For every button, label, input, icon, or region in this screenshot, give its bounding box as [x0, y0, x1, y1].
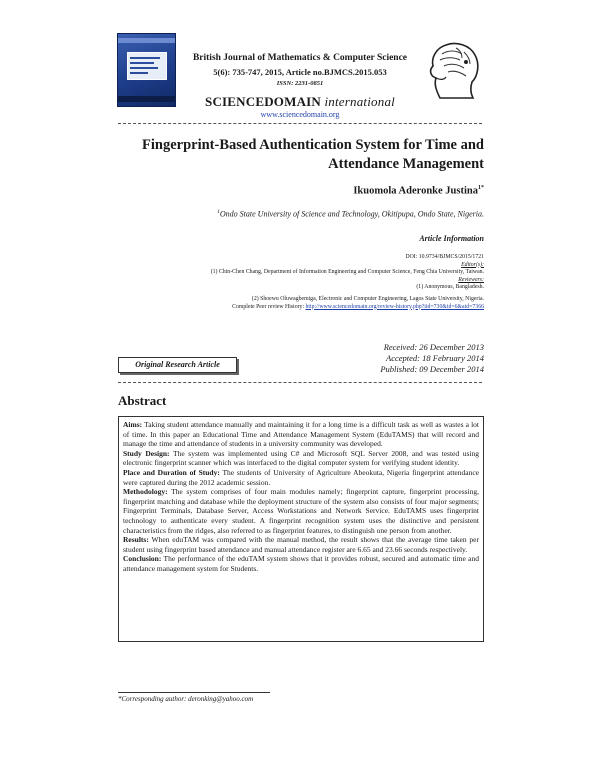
footnote-divider	[118, 692, 270, 693]
reviewers-label: Reviewers:	[458, 276, 484, 283]
editors-label: Editor(s):	[461, 261, 484, 268]
paper-title-line-1: Fingerprint-Based Authentication System for Time and	[142, 137, 484, 153]
publisher-suffix: international	[324, 94, 395, 109]
editor-1: (1) Chin-Chen Chang, Department of Information Engineering and Computer Science, Feng Chia University, Taiwan.	[210, 269, 484, 276]
author-text: Ikuomola Aderonke Justina	[353, 185, 478, 197]
journal-issn: ISSN: 2231-0851	[276, 80, 324, 87]
dates-divider	[118, 382, 482, 383]
review-history-label: Complete Peer review History:	[232, 303, 305, 310]
published-date: Published: 09 December 2014	[380, 364, 484, 374]
received-date: Received: 26 December 2013	[383, 342, 484, 352]
abstract-methodology: Methodology: The system comprises of four main modules namely; fingerprint capture, fingerprint processing, fingerprint matching and database while the deployment structure of the system also consists of four major segments; Fingerprint Terminals, Database Server, Access Workstations and Network Service. EduTAMS uses fingerprint technology to authenticate every student. A fingerprint recognition system uses the distinctive and persistent characteristics from the ridges, also referred to as fingerprint features, to distinguish one person from another.	[123, 487, 479, 535]
abstract-results: Results: When eduTAM was compared with the manual method, the result shows that the average time taken per student using fingerprint based attendance and manual attendance register are 6.65 and 23.66 seconds respectively.	[123, 535, 479, 554]
author-name	[200, 185, 484, 197]
paper-title-line-2: Attendance Management	[328, 156, 484, 172]
author-affiliation	[130, 209, 484, 219]
review-history	[118, 304, 484, 312]
publisher-website-link[interactable]: www.sciencedomain.org	[260, 110, 340, 119]
article-type-badge: Original Research Article	[118, 357, 237, 373]
affiliation-mark: 1	[217, 209, 220, 215]
abstract-place-duration: Place and Duration of Study: The students of University of Agriculture Abeokuta, Nigeria fingerprint attendance were captured during the 2012 academic session.	[123, 467, 479, 487]
journal-volume: 5(6): 735-747, 2015, Article no.BJMCS.2015.053	[213, 67, 387, 77]
publisher-brand: SCIENCEDOMAIN	[205, 94, 322, 109]
accepted-date: Accepted: 18 February 2014	[386, 353, 484, 363]
abstract-study-design: Study Design: The system was implemented using C# and Microsoft SQL Server 2008, and was tested using electronic fingerprint scanner which was interfaced to the digital computer system for verifying student identity.	[123, 448, 479, 468]
author-marks: 1*	[478, 185, 484, 191]
abstract-box	[118, 416, 484, 642]
corresponding-author-footnote: *Corresponding author: deronking@yahoo.com	[118, 695, 254, 703]
affiliation-text: Ondo State University of Science and Technology, Okitipupa, Ondo State, Nigeria.	[219, 209, 484, 219]
abstract-heading: Abstract	[118, 393, 167, 408]
header-divider	[118, 123, 482, 124]
article-info-heading: Article Information	[419, 234, 484, 243]
doi: DOI: 10.9734/BJMCS/2015/1721	[405, 254, 484, 260]
paper-title	[118, 136, 484, 174]
reviewer-1: (1) Anonymous, Bangladesh.	[416, 284, 484, 291]
journal-title: British Journal of Mathematics & Computer Science	[192, 53, 408, 63]
abstract-conclusion: Conclusion: The performance of the eduTAM system shows that it provides robust, secured and automatic time and attendance management system for Students.	[123, 554, 479, 573]
abstract-aims: Aims: Taking student attendance manually and maintaining it for a long time is a difficult task as well as wastes a lot of time. In this paper an Educational Time and Attendance Management System (EduTAMS) that will record and manage the time and attendance of students in a university community was developed.	[123, 420, 479, 449]
sciencedomain-head-logo	[426, 40, 482, 102]
reviewer-2: (2) Shoewu Oluwagbemiga, Electronic and Computer Engineering, Lagos State University, Nigeria.	[251, 296, 484, 302]
publisher-name	[160, 94, 440, 110]
review-history-link[interactable]: http://www.sciencedomain.org/review-history.php?iid=730&id=6&aid=7366	[305, 303, 484, 310]
